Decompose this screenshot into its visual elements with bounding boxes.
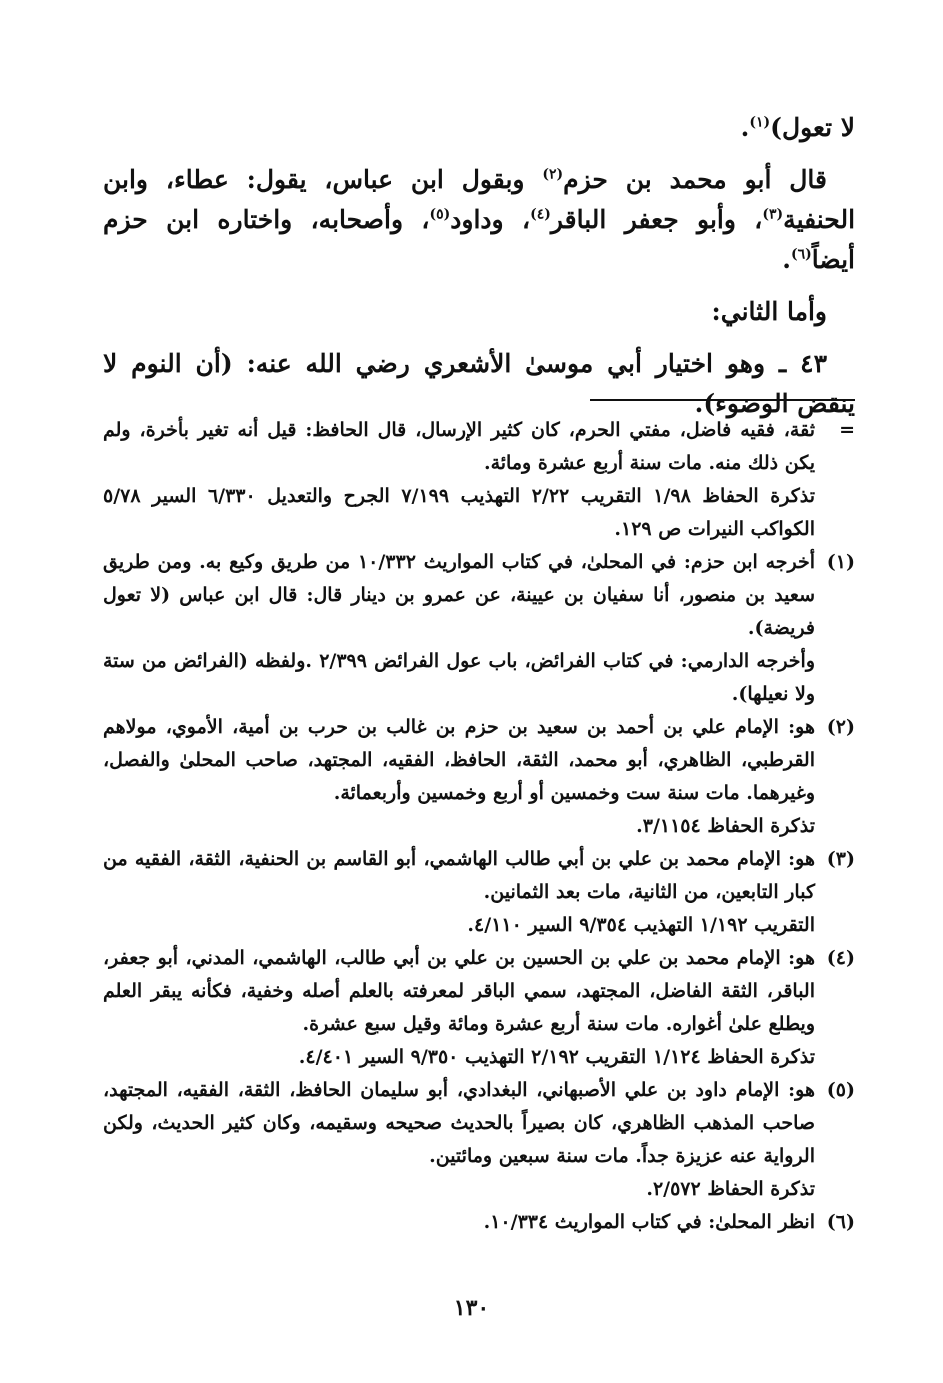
footnote-line: التقريب ١/١٩٢ التهذيب ٩/٣٥٤ السير ٤/١١٠. <box>467 914 815 936</box>
footnote-number: (٣) <box>826 848 855 870</box>
footnote-ref-5[interactable]: (٥) <box>429 206 451 223</box>
footnote-number: (١) <box>826 551 855 573</box>
footnote-ref-4[interactable]: (٤) <box>530 206 551 223</box>
footnote-line: انظر المحلىٰ: في كتاب المواريث ١٠/٣٣٤. <box>483 1211 815 1233</box>
footnote-line: تذكرة الحفاظ ١/٩٨ التقريب ٢/٢٢ التهذيب ٧/١٩٩ الجرح والتعديل ٦/٣٣٠ السير ٥/٧٨ الكواكب النيرات ص ١٢٩. <box>103 485 816 540</box>
footnote-separator <box>590 399 855 401</box>
footnote-line: ثقة، فقيه فاضل، مفتي الحرم، كان كثير الإرسال، قال الحافظ: قيل أنه تغير بأخرة، ولم يكن ذلك منه. مات سنة أربع عشرة ومائة. <box>103 419 815 474</box>
footnote-line: أخرجه ابن حزم: في المحلىٰ، في كتاب المواريث ١٠/٣٣٢ من طريق وكيع به. ومن طريق سعيد بن منصور، أنا سفيان بن عيينة، عن عمرو بن دينار قال: قال ابن عباس (لا تعول فريضة). <box>103 551 816 639</box>
footnote-ref-1[interactable]: (١) <box>749 114 771 131</box>
footnote-marker: = <box>839 419 855 441</box>
paragraph-4: ٤٣ ـ وهو اختيار أبي موسىٰ الأشعري رضي الله عنه: (أن النوم لا ينقض الوضوء). <box>103 349 855 418</box>
footnote-line: هو: الإمام محمد بن علي بن أبي طالب الهاشمي، أبو القاسم بن الحنفية، الثقة، الفقيه من كبار التابعين، من الثانية، مات بعد الثمانين. <box>103 848 815 903</box>
footnote-line: تذكرة الحفاظ ٣/١١٥٤. <box>636 815 815 837</box>
footnote-6 <box>103 1206 855 1239</box>
footnote-ref-2[interactable]: (٢) <box>542 166 564 183</box>
footnote-line: وأخرجه الدارمي: في كتاب الفرائض، باب عول الفرائض ٢/٣٩٩ .ولفظه (الفرائض من ستة ولا نعيلها). <box>103 650 815 705</box>
main-text <box>103 108 855 424</box>
footnote-5 <box>103 1074 855 1206</box>
footnote-2 <box>103 711 855 843</box>
footnotes <box>103 414 855 1239</box>
footnote-1 <box>103 546 855 711</box>
footnote-continued <box>103 414 855 546</box>
paragraph-3: وأما الثاني: <box>711 297 827 326</box>
footnote-line: تذكرة الحفاظ ٢/٥٧٢. <box>646 1178 815 1200</box>
paragraph-2: قال أبو محمد بن حزم$^{(٢)}$ وبقول ابن عباس، يقول: عطاء، وابن الحنفية$^{(٣)}$، وأبو جعفر الباقر$^{(٤)}$، وداود$^{(٥)}$، وأصحابه، واختاره ابن حزم أيضاً$^{(٦)}$. <box>103 165 856 274</box>
footnote-number: (٥) <box>826 1079 855 1101</box>
footnote-3 <box>103 843 855 942</box>
footnote-ref-6[interactable]: (٦) <box>791 246 812 263</box>
footnote-4 <box>103 942 855 1074</box>
paragraph-1: لا تعول)$^{(١)}$. <box>740 113 855 142</box>
footnote-number: (٦) <box>826 1211 855 1233</box>
footnote-line: هو: الإمام علي بن أحمد بن سعيد بن حزم بن غالب بن حرب بن أمية، الأموي، مولاهم القرطبي، الظاهري، أبو محمد، الثقة، الحافظ، الفقيه، المجتهد، صاحب المحلىٰ والفصل، وغيرهما. مات سنة ست وخمسين أو أربع وخمسين وأربعمائة. <box>103 716 815 804</box>
footnote-line: تذكرة الحفاظ ١/١٢٤ التقريب ٢/١٩٢ التهذيب ٩/٣٥٠ السير ٤/٤٠١. <box>298 1046 815 1068</box>
page-number: ١٣٠ <box>453 1295 490 1321</box>
footnote-line: هو: الإمام داود بن علي الأصبهاني، البغدادي، أبو سليمان الحافظ، الثقة، الفقيه، المجتهد، صاحب المذهب الظاهري، كان بصيراً بالحديث صحيحه وسقيمه، وكان كثير الحديث، ولكن الرواية عنه عزيزة جداً. مات سنة سبعين ومائتين. <box>103 1079 815 1167</box>
footnote-number: (٢) <box>826 716 855 738</box>
footnote-ref-3[interactable]: (٣) <box>762 206 784 223</box>
footnote-number: (٤) <box>826 947 855 969</box>
footnote-line: هو: الإمام محمد بن علي بن الحسين بن علي بن أبي طالب، الهاشمي، المدني، أبو جعفر، الباقر، الثقة الفاضل، المجتهد، سمي الباقر لمعرفته بالعلم أصله وخفية، فكأنه يبقر العلم ويطلع علىٰ أغواره. مات سنة أربع عشرة ومائة وقيل سبع عشرة. <box>103 947 815 1035</box>
